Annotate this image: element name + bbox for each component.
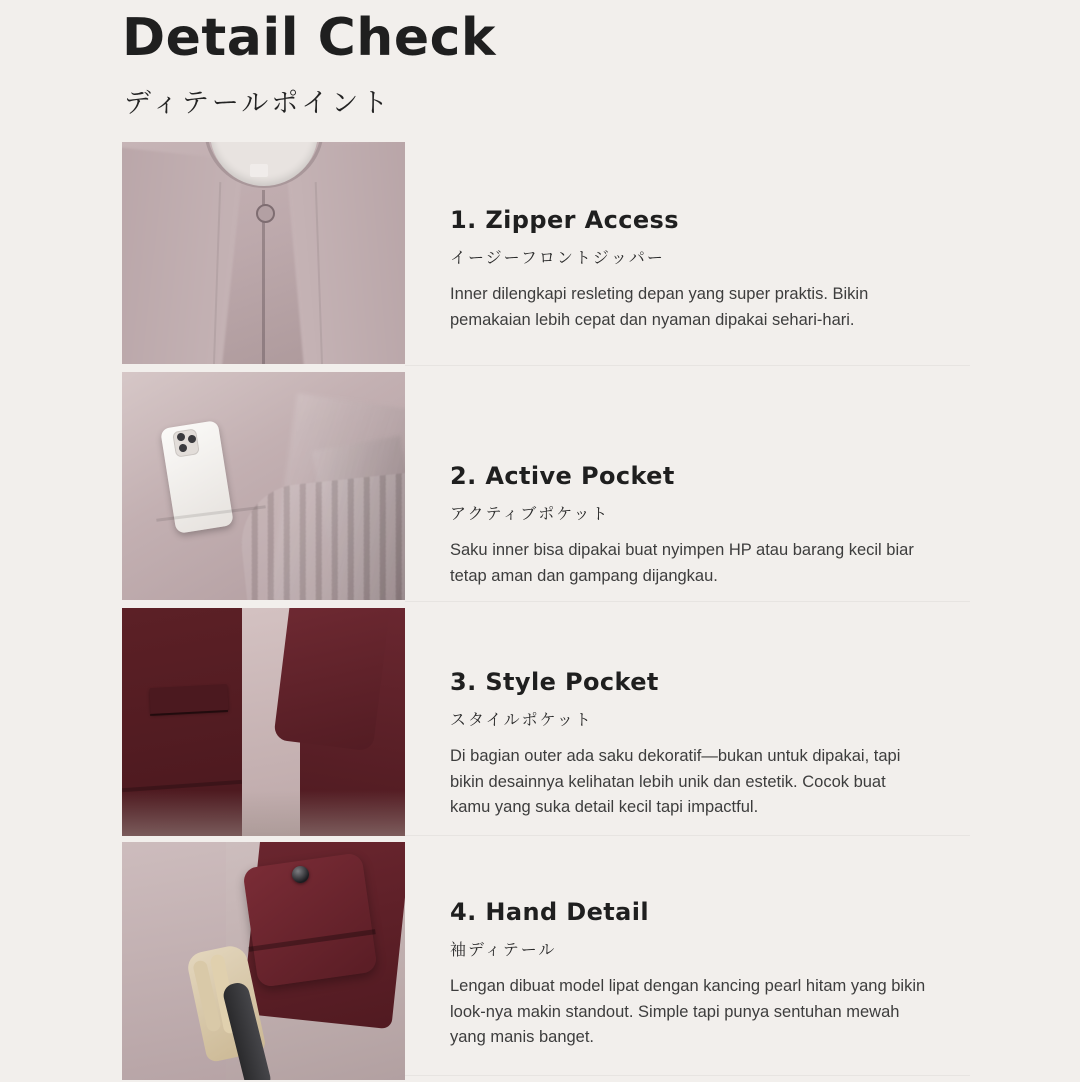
photo-shoulder-right bbox=[285, 142, 405, 364]
detail-heading: 2. Active Pocket bbox=[450, 462, 675, 490]
detail-photo-hand-detail bbox=[122, 842, 405, 1080]
detail-item-active-pocket bbox=[0, 372, 1080, 608]
detail-heading: 1. Zipper Access bbox=[450, 206, 679, 234]
detail-subheading-jp: アクティブポケット bbox=[450, 504, 610, 523]
detail-photo-style-pocket bbox=[122, 608, 405, 836]
phone-camera-module-icon bbox=[172, 428, 200, 457]
detail-item-style-pocket bbox=[0, 608, 1080, 842]
zipper-pull-icon bbox=[256, 204, 275, 223]
garment-tag-icon bbox=[250, 164, 268, 177]
pearl-button-icon bbox=[292, 866, 309, 883]
detail-subheading-jp: 袖ディテール bbox=[450, 940, 557, 959]
photo-outer-sleeve bbox=[273, 608, 391, 752]
photo-floor-shadow bbox=[122, 790, 405, 836]
detail-item-zipper-access bbox=[0, 142, 1080, 372]
page-title: Detail Check bbox=[122, 8, 496, 68]
detail-body: Saku inner bisa dipakai buat nyimpen HP atau barang kecil biar tetap aman dan gampang dijangkau. bbox=[450, 541, 914, 585]
detail-heading: 4. Hand Detail bbox=[450, 898, 649, 926]
folded-cuff bbox=[242, 852, 378, 988]
detail-list bbox=[0, 142, 1080, 1082]
detail-body: Lengan dibuat model lipat dengan kancing pearl hitam yang bikin look-nya makin standout. Simple tapi punya sentuhan mewah yang manis banget. bbox=[450, 977, 926, 1047]
photo-shoulder-left bbox=[122, 145, 244, 364]
detail-subheading-jp: スタイルポケット bbox=[450, 710, 593, 729]
detail-photo-zipper-access bbox=[122, 142, 405, 364]
detail-text-hand-detail bbox=[405, 842, 1080, 1051]
detail-text-active-pocket bbox=[405, 372, 1080, 589]
detail-photo-active-pocket bbox=[122, 372, 405, 600]
page-subtitle: ディテールポイント bbox=[124, 88, 392, 119]
detail-body: Di bagian outer ada saku dekoratif—bukan untuk dipakai, tapi bikin desainnya kelihatan lebih unik dan estetik. Cocok buat kamu yang suka detail kecil tapi impactful. bbox=[450, 747, 901, 817]
detail-body: Inner dilengkapi resleting depan yang super praktis. Bikin pemakaian lebih cepat dan nyaman dipakai sehari-hari. bbox=[450, 285, 869, 329]
page-header bbox=[122, 6, 982, 120]
detail-text-style-pocket bbox=[405, 608, 1080, 821]
detail-item-hand-detail bbox=[0, 842, 1080, 1082]
detail-heading: 3. Style Pocket bbox=[450, 668, 659, 696]
detail-subheading-jp: イージーフロントジッパー bbox=[450, 248, 665, 267]
detail-text-zipper-access bbox=[405, 142, 1080, 333]
